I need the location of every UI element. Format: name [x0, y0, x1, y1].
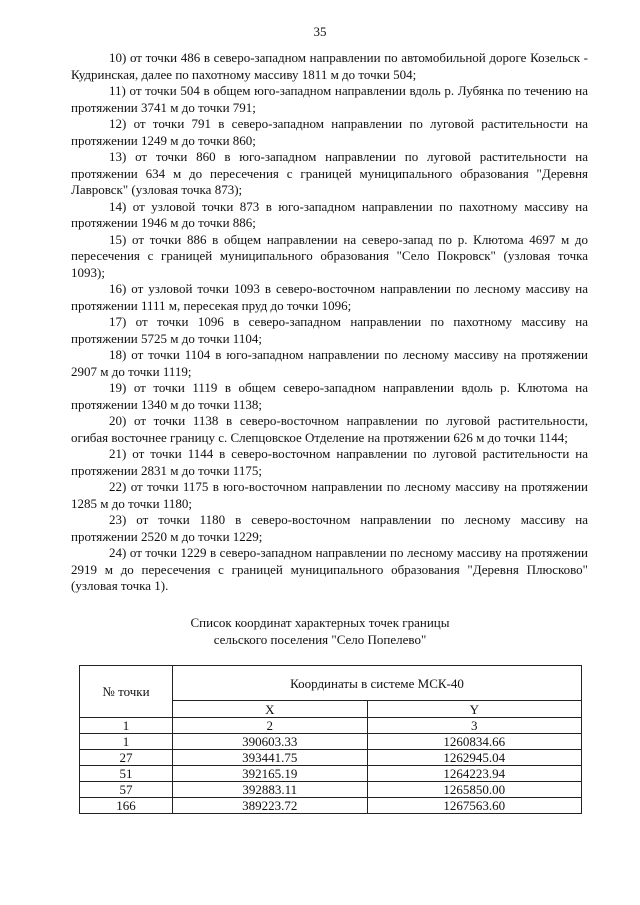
x-cell: 390603.33: [173, 734, 368, 750]
table-row: [80, 734, 582, 750]
index-cell: 2: [173, 718, 368, 734]
index-cell: 3: [367, 718, 581, 734]
point-cell: 166: [80, 798, 173, 814]
x-cell: 393441.75: [173, 750, 368, 766]
x-cell: 392883.11: [173, 782, 368, 798]
y-cell: 1260834.66: [367, 734, 581, 750]
paragraph: 11) от точки 504 в общем юго-западном направлении вдоль р. Лубянка по течению на протяжении 3741 м до точки 791;: [71, 83, 588, 115]
paragraph: 15) от точки 886 в общем направлении на северо-запад по р. Клютома 4697 м до пересечения с границей муниципального образования "Село Покровск" (узловая точка 1093);: [71, 231, 588, 280]
paragraph: 13) от точки 860 в юго-западном направлении по луговой растительности на протяжении 634 м до пересечения с границей муниципального образования "Деревня Лавровск" (узловая точка 873);: [71, 149, 588, 197]
paragraph: 20) от точки 1138 в северо-восточном направлении по луговой растительности, огибая восточнее границу с. Слепцовское Отделение на протяжении 626 м до точки 1144;: [71, 413, 588, 445]
table-row: [80, 750, 582, 766]
paragraph: 24) от точки 1229 в северо-западном направлении по лесному массиву на протяжении 2919 м до пересечения с границей муниципального образования "Деревня Плюсково" (узловая точка 1).: [71, 545, 588, 593]
paragraph: 18) от точки 1104 в юго-западном направлении по лесному массиву на протяжении 2907 м до точки 1119;: [71, 347, 588, 379]
paragraph: 22) от точки 1175 в юго-восточном направлении по лесному массиву на протяжении 1285 м до точки 1180;: [71, 479, 588, 511]
point-cell: 51: [80, 766, 173, 782]
point-cell: 57: [80, 782, 173, 798]
x-cell: 392165.19: [173, 766, 368, 782]
table-row: [80, 782, 582, 798]
boundary-description: [71, 50, 588, 595]
y-cell: 1267563.60: [367, 798, 581, 814]
paragraph: 21) от точки 1144 в северо-восточном направлении по луговой растительности на протяжении 2831 м до точки 1175;: [71, 446, 588, 478]
x-cell: 389223.72: [173, 798, 368, 814]
point-cell: 1: [80, 734, 173, 750]
y-cell: 1264223.94: [367, 766, 581, 782]
table-row: [80, 766, 582, 782]
table-index-row: [80, 718, 582, 734]
y-header: Y: [367, 701, 581, 718]
table-row: [80, 798, 582, 814]
y-cell: 1262945.04: [367, 750, 581, 766]
paragraph: 23) от точки 1180 в северо-восточном направлении по лесному массиву на протяжении 2520 м до точки 1229;: [71, 512, 588, 544]
table-caption: [0, 614, 640, 648]
caption-line-1: Список координат характерных точек границы: [190, 615, 450, 630]
paragraph: 19) от точки 1119 в общем северо-западном направлении вдоль р. Клютома на протяжении 1340 м до точки 1138;: [71, 380, 588, 412]
table-header-row: [80, 666, 582, 701]
point-number-header: № точки: [80, 666, 173, 718]
paragraph: 14) от узловой точки 873 в юго-западном направлении по пахотному массиву на протяжении 1946 м до точки 886;: [71, 198, 588, 230]
caption-line-2: сельского поселения "Село Попелево": [213, 632, 427, 647]
paragraph: 12) от точки 791 в северо-западном направлении по луговой растительности на протяжении 1249 м до точки 860;: [71, 116, 588, 148]
x-header: X: [173, 701, 368, 718]
point-cell: 27: [80, 750, 173, 766]
coordinates-header: Координаты в системе МСК-40: [173, 666, 582, 701]
coordinates-table: [79, 665, 582, 814]
y-cell: 1265850.00: [367, 782, 581, 798]
paragraph: 17) от точки 1096 в северо-западном направлении по пахотному массиву на протяжении 5725 м до точки 1104;: [71, 314, 588, 346]
paragraph: 16) от узловой точки 1093 в северо-восточном направлении по лесному массиву на протяжении 1111 м, пересекая пруд до точки 1096;: [71, 281, 588, 313]
paragraph: 10) от точки 486 в северо-западном направлении по автомобильной дороге Козельск - Кудринская, далее по пахотному массиву 1811 м до точки 504;: [71, 50, 588, 82]
index-cell: 1: [80, 718, 173, 734]
page-number: 35: [313, 24, 327, 39]
